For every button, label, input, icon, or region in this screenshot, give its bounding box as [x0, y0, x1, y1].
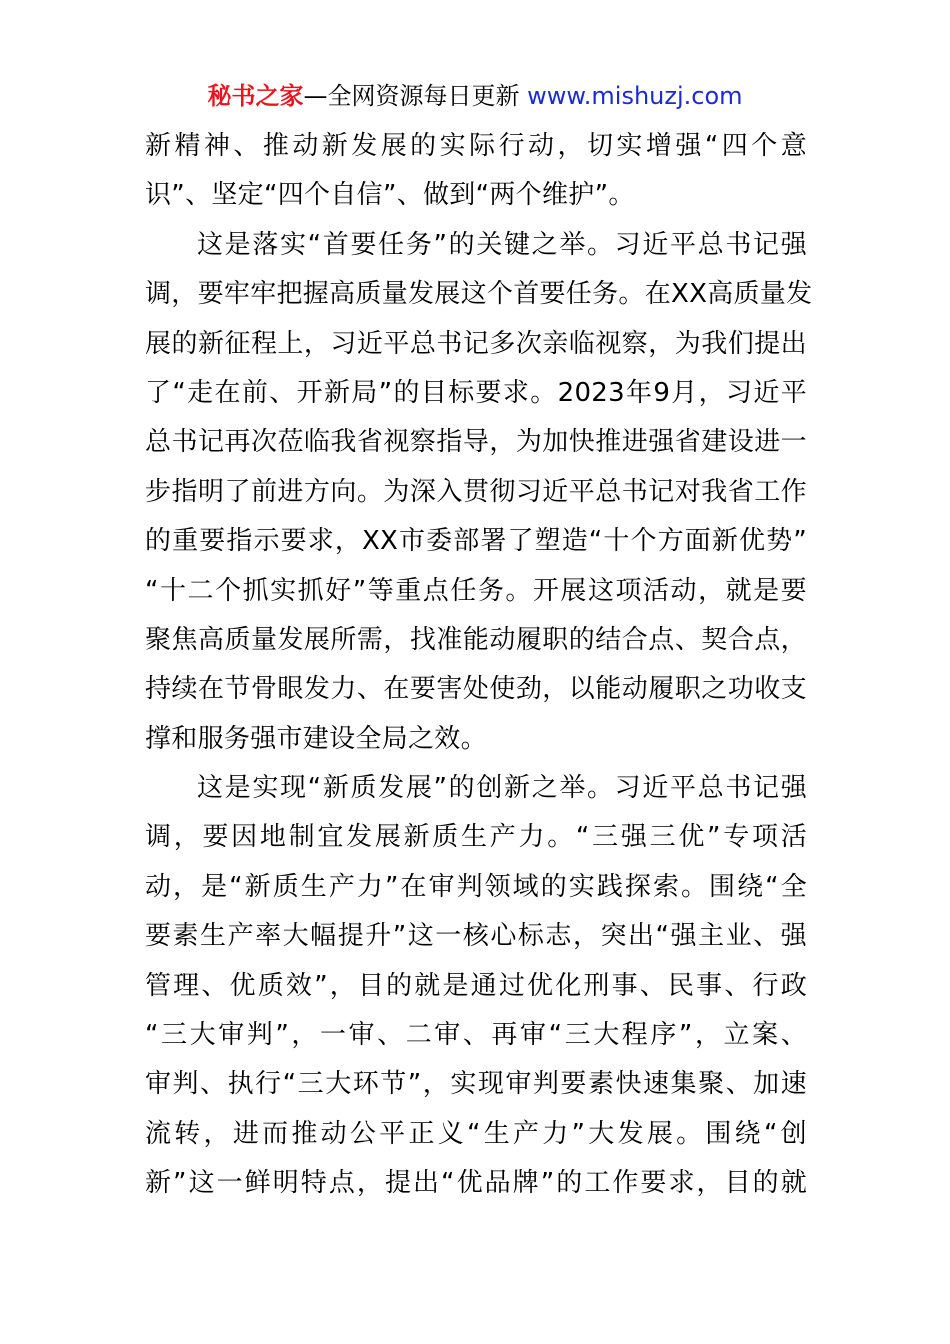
- text-line: 要素生产率大幅提升”这一核心标志，突出“强主业、强: [145, 921, 807, 952]
- document-body: [145, 122, 813, 1209]
- text-line: 动，是“新质生产力”在审判领域的实践探索。围绕“全: [145, 871, 807, 902]
- site-url-link[interactable]: www.mishuzj.com: [527, 82, 743, 110]
- page-header: [0, 80, 950, 112]
- text-line: 流转，进而推动公平正义“生产力”大发展。围绕“创: [145, 1118, 807, 1149]
- text-line: 撑和服务强市建设全局之效。: [145, 723, 487, 754]
- text-line: 新精神、推动新发展的实际行动，切实增强“四个意: [145, 131, 807, 161]
- text-line: “十二个抓实抓好”等重点任务。开展这项活动，就是要: [145, 575, 807, 606]
- text-line: 步指明了前进方向。为深入贯彻习近平总书记对我省工作: [145, 476, 807, 507]
- text-line: 调，要因地制宜发展新质生产力。“三强三优”专项活: [145, 822, 807, 853]
- header-tagline: —全网资源每日更新: [303, 82, 528, 110]
- text-line: 了“走在前、开新局”的目标要求。2023年9月，习近平: [145, 377, 807, 408]
- text-line: “三大审判”，一审、二审、再审“三大程序”，立案、: [145, 1020, 807, 1051]
- text-line: 管理、优质效”，目的就是通过优化刑事、民事、行政: [145, 970, 807, 1001]
- text-line: 展的新征程上，习近平总书记多次亲临视察，为我们提出: [145, 328, 807, 359]
- text-line: 审判、执行“三大环节”，实现审判要素快速集聚、加速: [145, 1069, 807, 1100]
- text-line: 识”、坚定“四个自信”、做到“两个维护”。: [145, 180, 635, 211]
- text-line: 持续在节骨眼发力、在要害处使劲，以能动履职之功收支: [145, 674, 807, 705]
- text-line: 这是实现“新质发展”的创新之举。习近平总书记强: [197, 773, 807, 804]
- brand-name: 秘书之家: [207, 82, 304, 110]
- text-line: 这是落实“首要任务”的关键之举。习近平总书记强: [197, 229, 807, 260]
- text-line: 的重要指示要求，XX市委部署了塑造“十个方面新优势”: [145, 526, 807, 557]
- text-line: 聚焦高质量发展所需，找准能动履职的结合点、契合点，: [145, 624, 807, 655]
- text-line: 调，要牢牢把握高质量发展这个首要任务。在XX高质量发: [145, 279, 813, 310]
- text-line: 总书记再次莅临我省视察指导，为加快推进强省建设进一: [145, 427, 807, 458]
- text-line: 新”这一鲜明特点，提出“优品牌”的工作要求，目的就: [145, 1168, 807, 1199]
